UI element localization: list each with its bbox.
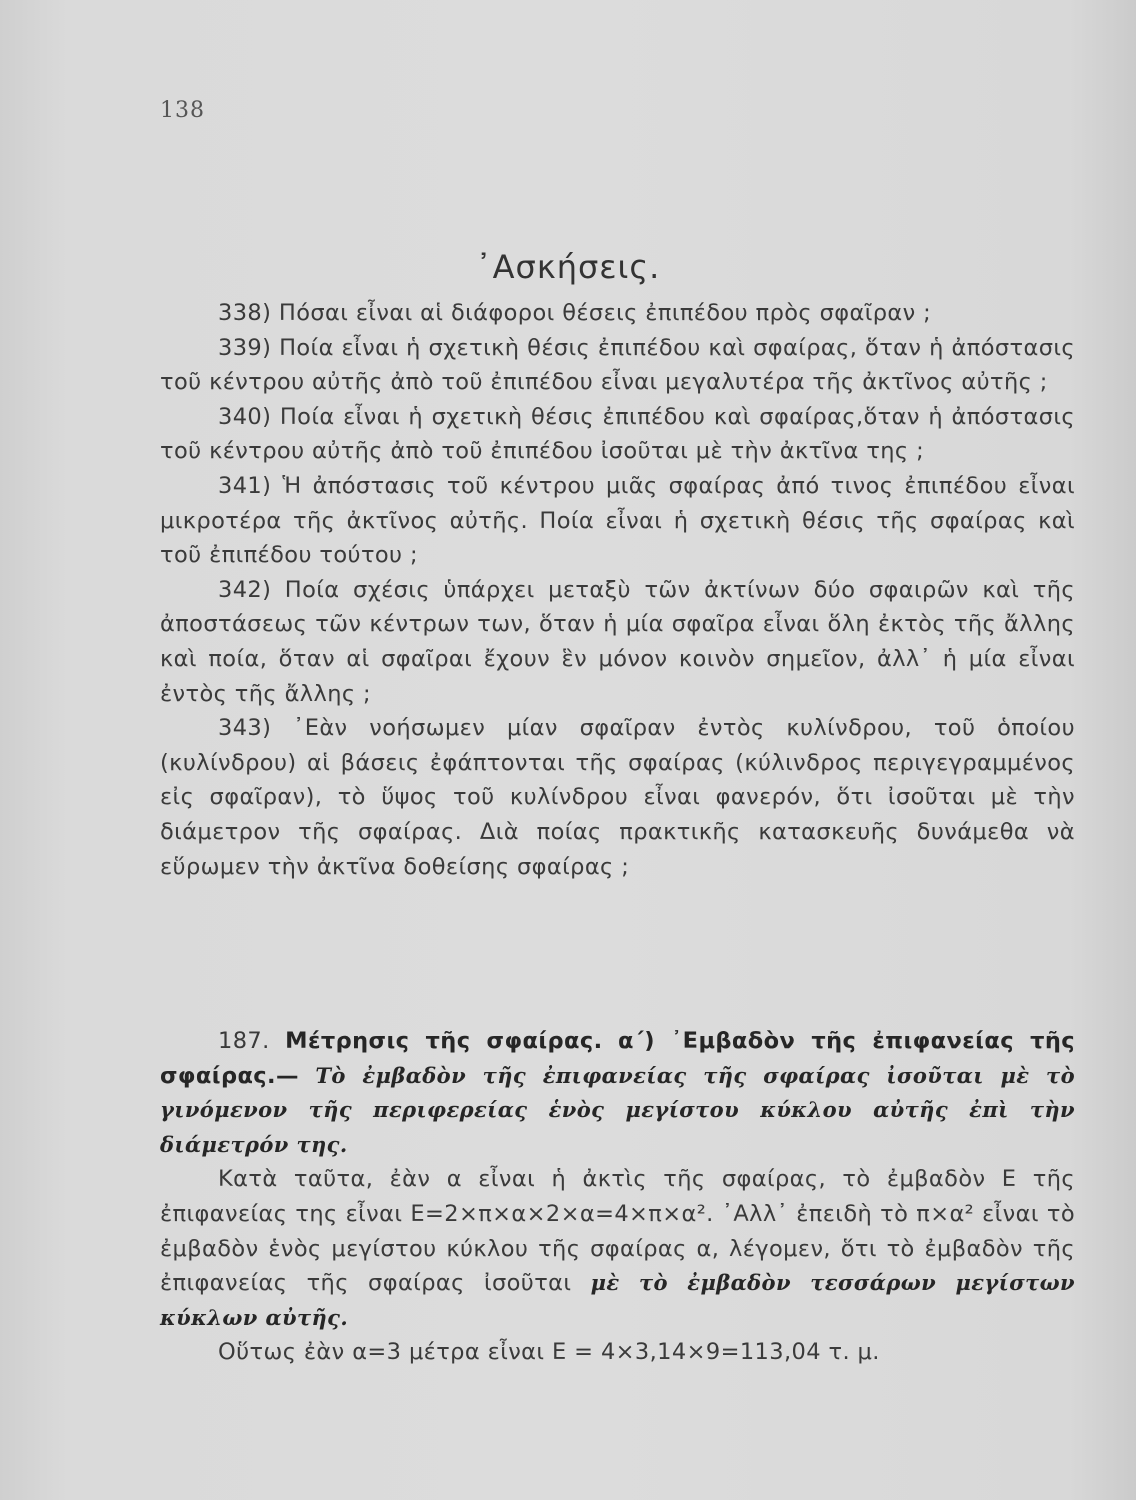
example-paragraph: Οὕτως ἐὰν α=3 μέτρα εἶναι Ε = 4×3,14×9=113,04 τ. μ. <box>218 1339 880 1366</box>
exercise-339: 339) Ποία εἶναι ἡ σχετικὴ θέσις ἐπιπέδου καὶ σφαίρας, ὅταν ἡ ἀπόστασις τοῦ κέντρου αὐτῆς ἀπὸ τοῦ ἐπιπέδου εἶναι μεγαλυτέρα τῆς ἀκτῖνος αὐτῆς ; <box>160 334 1075 396</box>
surface-derivation-paragraph <box>160 1162 1075 1335</box>
section-number: 187. <box>218 1028 270 1054</box>
page-number: 138 <box>160 98 205 123</box>
exercise-342: 342) Ποία σχέσις ὑπάρχει μεταξὺ τῶν ἀκτίνων δύο σφαιρῶν καὶ τῆς ἀποστάσεως τῶν κέντρων των, ὅταν ἡ μία σφαῖρα εἶναι ὅλη ἐκτὸς τῆς ἄλλης καὶ ποία, ὅταν αἱ σφαῖραι ἔχουν ἓν μόνον κοινὸν σημεῖον, ἀλλ᾿ ἡ μία εἶναι ἐντὸς τῆς ἄλλης ; <box>160 576 1075 707</box>
section-subtitle: α΄) ᾿Εμβαδὸν τῆς ἐπιφανείας τῆς σφαίρας.— <box>160 1028 1075 1089</box>
section-187 <box>160 1024 1075 1370</box>
section-rule: Τὸ ἐμβαδὸν τῆς ἐπιφανείας τῆς σφαίρας ἰσοῦται μὲ τὸ γινόμενον τῆς περιφερείας ἑνὸς μεγίστου κύκλου αὐτῆς ἐπὶ τὴν διάμετρόν της. <box>160 1062 1075 1157</box>
exercise-343: 343) ᾿Εὰν νοήσωμεν μίαν σφαῖραν ἐντὸς κυλίνδρου, τοῦ ὁποίου (κυλίνδρου) αἱ βάσεις ἐφάπτονται τῆς σφαίρας (κύλινδρος περιγεγραμμένος εἰς σφαῖραν), τὸ ὕψος τοῦ κυλίνδρου εἶναι φανερόν, ὅτι ἰσοῦται μὲ τὴν διάμετρον τῆς σφαίρας. Διὰ ποίας πρακτικῆς κατασκευῆς δυνάμεθα νὰ εὕρωμεν τὴν ἀκτῖνα δοθείσης σφαίρας ; <box>160 715 1075 880</box>
section-intro-paragraph <box>160 1024 1075 1162</box>
exercise-338: 338) Πόσαι εἶναι αἱ διάφοροι θέσεις ἐπιπέδου πρὸς σφαῖραν ; <box>218 300 932 326</box>
exercise-list <box>160 296 1075 884</box>
derivation-emphasis: μὲ τὸ ἐμβαδὸν τεσσάρων μεγίστων κύκλων αὐτῆς. <box>160 1270 1075 1330</box>
exercise-341: 341) Ἡ ἀπόστασις τοῦ κέντρου μιᾶς σφαίρας ἀπό τινος ἐπιπέδου εἶναι μικροτέρα τῆς ἀκτῖνος αὐτῆς. Ποία εἶναι ἡ σχετικὴ θέσις τῆς σφαίρας καὶ τοῦ ἐπιπέδου τούτου ; <box>160 472 1075 569</box>
exercises-heading: ᾿Ασκήσεις. <box>475 248 661 286</box>
derivation-text: Κατὰ ταῦτα, ἐὰν α εἶναι ἡ ἀκτὶς τῆς σφαίρας, τὸ ἐμβαδὸν Ε τῆς ἐπιφανείας της εἶναι Ε=2×π×α×2×α=4×π×α². ᾿Αλλ᾿ ἐπειδὴ τὸ π×α² εἶναι τὸ ἐμβαδὸν ἑνὸς μεγίστου κύκλου τῆς σφαίρας α, λέγομεν, ὅτι τὸ ἐμβαδὸν τῆς ἐπιφανείας τῆς σφαίρας ἰσοῦται <box>160 1166 1075 1297</box>
exercise-340: 340) Ποία εἶναι ἡ σχετικὴ θέσις ἐπιπέδου καὶ σφαίρας,ὅταν ἡ ἀπόστασις τοῦ κέντρου αὐτῆς ἀπὸ τοῦ ἐπιπέδου ἰσοῦται μὲ τὴν ἀκτῖνα της ; <box>160 403 1075 465</box>
section-title: Μέτρησις τῆς σφαίρας. <box>285 1028 603 1054</box>
